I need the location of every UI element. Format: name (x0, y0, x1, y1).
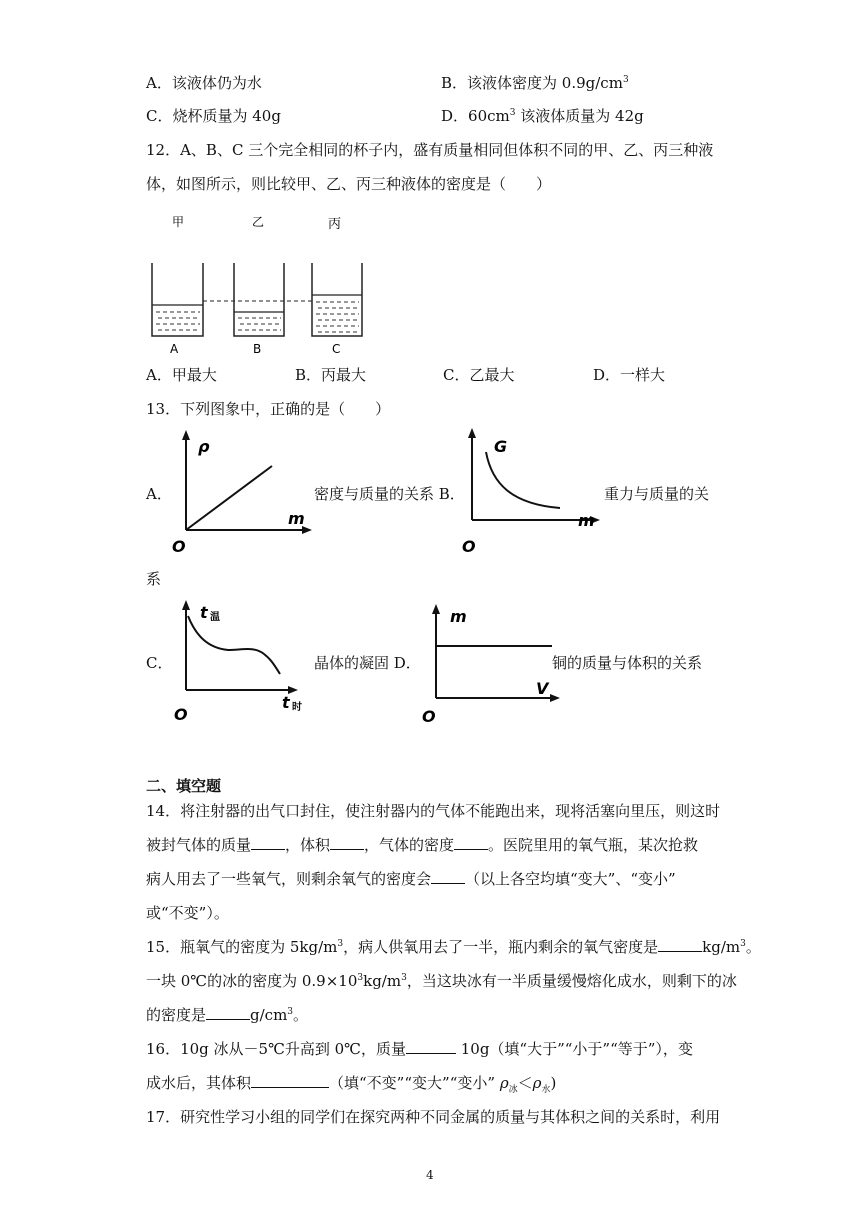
q13-graph-c (168, 598, 313, 728)
svg-text:G: G (494, 437, 508, 456)
blank-mass-compare (406, 1039, 456, 1054)
svg-text:m: m (288, 509, 305, 528)
label-bing: 丙 (328, 217, 342, 232)
q14-line3: 病人用去了一些氧气，则剩余氧气的密度会 （以上各空均填“变大”、“变小” (146, 870, 676, 888)
section-title-fill-in: 二、填空题 (146, 777, 222, 795)
cup-b (234, 263, 284, 336)
blank-volume (330, 835, 364, 850)
cup-a (152, 263, 203, 336)
blank-volume-change (251, 1073, 329, 1088)
svg-text:温: 温 (210, 612, 220, 623)
blank-ice-density (206, 1005, 250, 1020)
graph-b-curve (486, 452, 560, 508)
cup-label-c: C (332, 342, 341, 356)
q12-option-a: A．甲最大 (146, 366, 217, 384)
q12-stem-line1: 12．A、B、C 三个完全相同的杯子内，盛有质量相同但体积不同的甲、乙、丙三种液 (146, 141, 714, 159)
svg-text:时: 时 (292, 702, 302, 713)
q13-label-c: C． (146, 654, 173, 672)
q12-option-c: C．乙最大 (443, 366, 515, 384)
q15-line3: 的密度是 $g/cm^3$。 (146, 1006, 309, 1024)
q12-stem-line2: 体，如图所示，则比较甲、乙、丙三种液体的密度是（ ） (146, 175, 552, 193)
q13-caption-d: 铜的质量与体积的关系 (552, 654, 703, 672)
blank-remaining-density (658, 937, 702, 952)
q12-cups-figure (140, 208, 380, 358)
q14-line2: 被封气体的质量 ，体积 ，气体的密度 。医院里用的氧气瓶，某次抢救 (146, 836, 699, 854)
blank-mass (251, 835, 285, 850)
q12-option-b: B．丙最大 (295, 366, 367, 384)
blank-density (454, 835, 488, 850)
svg-text:ρ: ρ (198, 437, 210, 456)
q14-line4: 或“不变”）。 (146, 904, 229, 922)
graph-c-curve (188, 616, 280, 674)
page-number: 4 (426, 1168, 434, 1182)
q12-option-d: D．一样大 (593, 366, 666, 384)
svg-text:O: O (422, 707, 436, 726)
svg-text:t: t (200, 603, 208, 622)
svg-text:O: O (172, 537, 186, 556)
q14-line1: 14．将注射器的出气口封住，使注射器内的气体不能跑出来，现将活塞向里压，则这时 (146, 802, 721, 820)
q13-caption-a: 密度与质量的关系 B． (314, 485, 465, 503)
cup-c (312, 263, 362, 336)
cup-label-b: B (253, 342, 262, 356)
q13-stem: 13．下列图象中，正确的是（ ） (146, 400, 391, 418)
q11-option-a: A．该液体仍为水 (146, 74, 262, 92)
svg-text:m: m (578, 511, 595, 530)
q17-line1: 17．研究性学习小组的同学们在探究两种不同金属的质量与其体积之间的关系时，利用 (146, 1108, 721, 1126)
blank-oxygen-density (431, 869, 465, 884)
label-yi: 乙 (252, 215, 265, 229)
q13-caption-b: 重力与质量的关 (604, 485, 710, 503)
q16-line2: 成水后，其体积 （填“不变”“变大”“变小” $\rho_冰<\rho_水$) (146, 1074, 557, 1095)
q13-graph-d (418, 598, 568, 728)
cup-label-a: A (170, 342, 179, 356)
q11-option-b: B．该液体密度为 $0.9g/cm^3$ (441, 74, 629, 92)
svg-text:m: m (450, 607, 467, 626)
svg-text:O: O (174, 705, 188, 724)
svg-text:V: V (536, 679, 549, 698)
q13-caption-c: 晶体的凝固 D． (314, 654, 421, 672)
q13-label-a: A． (146, 485, 172, 503)
graph-a-line (186, 466, 272, 530)
q15-line1: 15．瓶氧气的密度为 $5kg/m^3$，病人供氧用去了一半，瓶内剩余的氧气密度是 $kg/m^3$。 (146, 938, 761, 956)
q11-option-d: D．$60cm^3$ 该液体质量为 42g (441, 107, 644, 125)
q13-graph-b (454, 424, 604, 558)
svg-text:t: t (282, 693, 290, 712)
q13-caption-b-cont: 系 (146, 570, 162, 588)
svg-text:O: O (462, 537, 476, 556)
q11-option-c: C．烧杯质量为 40g (146, 107, 281, 125)
q13-graph-a (168, 428, 313, 558)
q15-line2: 一块 0℃的冰的密度为 $0.9\times 10^3kg/m^3$，当这块冰有一半质量缓慢熔化成水，则剩下的冰 (146, 972, 737, 990)
label-jia: 甲 (172, 215, 185, 229)
q16-line1: 16．10g 冰从－5℃升高到 0℃，质量 10g（填“大于”“小于”“等于”），变 (146, 1040, 693, 1058)
